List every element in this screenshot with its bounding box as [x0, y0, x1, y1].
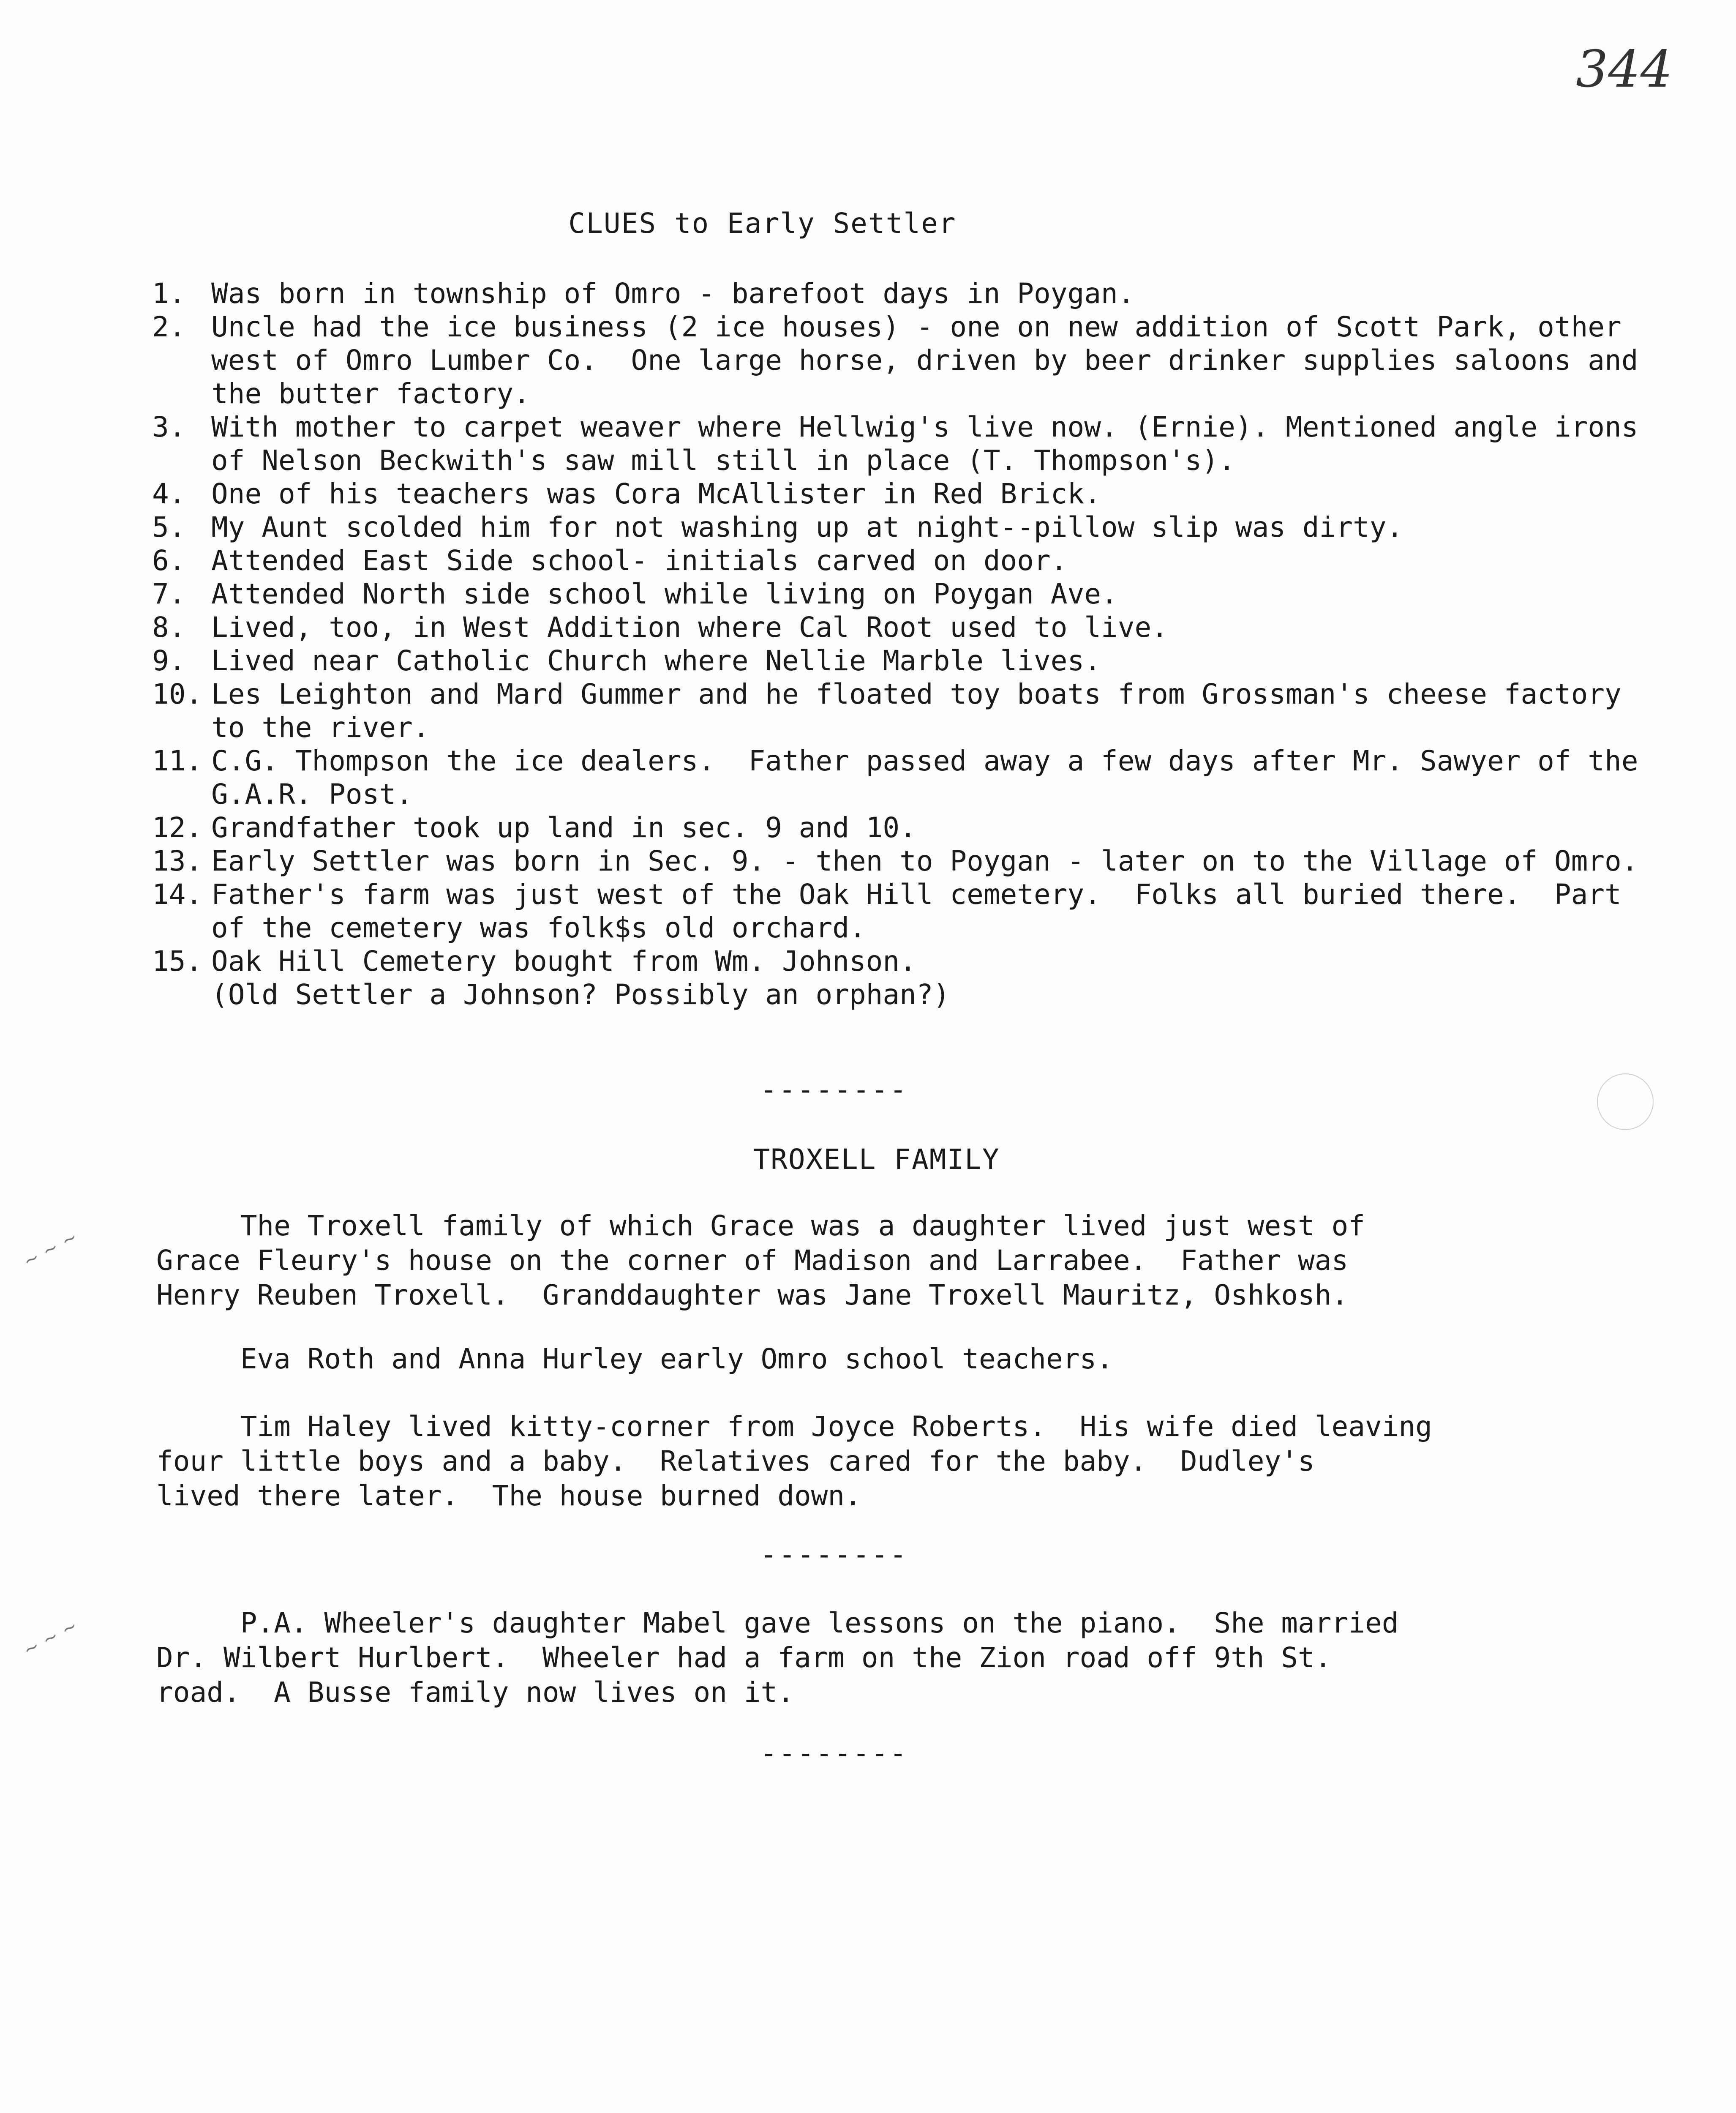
list-item — [152, 811, 1656, 844]
item-number: 5. — [152, 511, 186, 543]
section-separator: -------- — [760, 1073, 908, 1106]
item-text: C.G. Thompson the ice dealers. Father passed away a few days after Mr. Sawyer of the G.A.R. Post. — [211, 745, 1655, 811]
item-number: 12. — [152, 811, 203, 844]
troxell-paragraph: The Troxell family of which Grace was a daughter lived just west of Grace Fleury's house on the corner of Madison and Larrabee. Father was Henry Reuben Troxell. Granddaughter was Jane Troxell Mauritz, Oshkosh. — [156, 1209, 1365, 1311]
teachers-paragraph: Eva Roth and Anna Hurley early Omro school teachers. — [156, 1343, 1113, 1375]
item-text: Oak Hill Cemetery bought from Wm. Johnson. — [211, 945, 916, 977]
list-item — [152, 945, 1656, 978]
clue-list — [152, 277, 1656, 1011]
item-text: Father's farm was just west of the Oak Hill cemetery. Folks all buried there. Part of the cemetery was folk$s old orchard. — [211, 878, 1638, 944]
wheeler-paragraph: P.A. Wheeler's daughter Mabel gave lessons on the piano. She married Dr. Wilbert Hurlbert. Wheeler had a farm on the Zion road off 9th St. road. A Busse family now lives on it. — [156, 1607, 1399, 1709]
list-item — [152, 410, 1656, 477]
item-number: 15. — [152, 945, 203, 977]
item-number: 10. — [152, 678, 203, 710]
handwritten-margin-note: ~ ~ ~ — [19, 1614, 82, 1661]
list-item — [152, 544, 1656, 577]
list-item — [152, 644, 1656, 677]
item-number: 1. — [152, 277, 186, 310]
item-number: 11. — [152, 745, 203, 777]
item-text: Early Settler was born in Sec. 9. - then to Poygan - later on to the Village of Omro. — [211, 845, 1638, 877]
item-text: With mother to carpet weaver where Hellwig's live now. (Ernie). Mentioned angle irons of Nelson Beckwith's saw mill still in place (T. Thompson's). — [211, 411, 1655, 477]
list-item — [152, 744, 1656, 811]
list-item — [152, 477, 1656, 511]
item-text: Lived near Catholic Church where Nellie Marble lives. — [211, 644, 1101, 677]
item-text: My Aunt scolded him for not washing up at night--pillow slip was dirty. — [211, 511, 1404, 543]
item-text: Grandfather took up land in sec. 9 and 10. — [211, 811, 916, 844]
item-number: 6. — [152, 544, 186, 577]
item-text: Attended East Side school- initials carved on door. — [211, 544, 1068, 577]
list-item — [152, 844, 1656, 878]
troxell-heading: TROXELL FAMILY — [753, 1143, 1000, 1176]
clues-heading: CLUES to Early Settler — [568, 207, 957, 240]
list-item — [152, 677, 1656, 744]
list-item — [152, 878, 1656, 945]
settler-note: (Old Settler a Johnson? Possibly an orphan?) — [211, 978, 950, 1011]
item-number: 14. — [152, 878, 203, 911]
list-item — [152, 577, 1656, 611]
punch-hole-mark — [1597, 1073, 1654, 1130]
list-item — [152, 310, 1656, 410]
haley-paragraph: Tim Haley lived kitty-corner from Joyce Roberts. His wife died leaving four little boys and a baby. Relatives cared for the baby. Dudley's lived there later. The house burned down. — [156, 1410, 1432, 1512]
item-text: One of his teachers was Cora McAllister in Red Brick. — [211, 478, 1101, 510]
list-item — [152, 511, 1656, 544]
item-text: Les Leighton and Mard Gummer and he floated toy boats from Grossman's cheese factory to the river. — [211, 678, 1638, 744]
item-number: 3. — [152, 411, 186, 443]
item-number: 4. — [152, 478, 186, 510]
item-text: Attended North side school while living on Poygan Ave. — [211, 578, 1118, 610]
page-number: 344 — [1575, 40, 1673, 99]
section-separator: -------- — [760, 1737, 908, 1769]
item-number: 13. — [152, 845, 203, 877]
item-number: 8. — [152, 611, 186, 644]
item-text: Uncle had the ice business (2 ice houses) - one on new addition of Scott Park, other west of Omro Lumber Co. One large horse, driven by beer drinker supplies saloons and the butter factory. — [211, 311, 1655, 410]
item-number: 7. — [152, 578, 186, 610]
item-text: Was born in township of Omro - barefoot days in Poygan. — [211, 277, 1135, 310]
list-item — [152, 611, 1656, 644]
item-text: Lived, too, in West Addition where Cal Root used to live. — [211, 611, 1168, 644]
list-item — [152, 277, 1656, 310]
section-separator: -------- — [760, 1538, 908, 1571]
handwritten-margin-note: ~ ~ ~ — [19, 1226, 82, 1272]
item-number: 2. — [152, 311, 186, 343]
item-number: 9. — [152, 644, 186, 677]
